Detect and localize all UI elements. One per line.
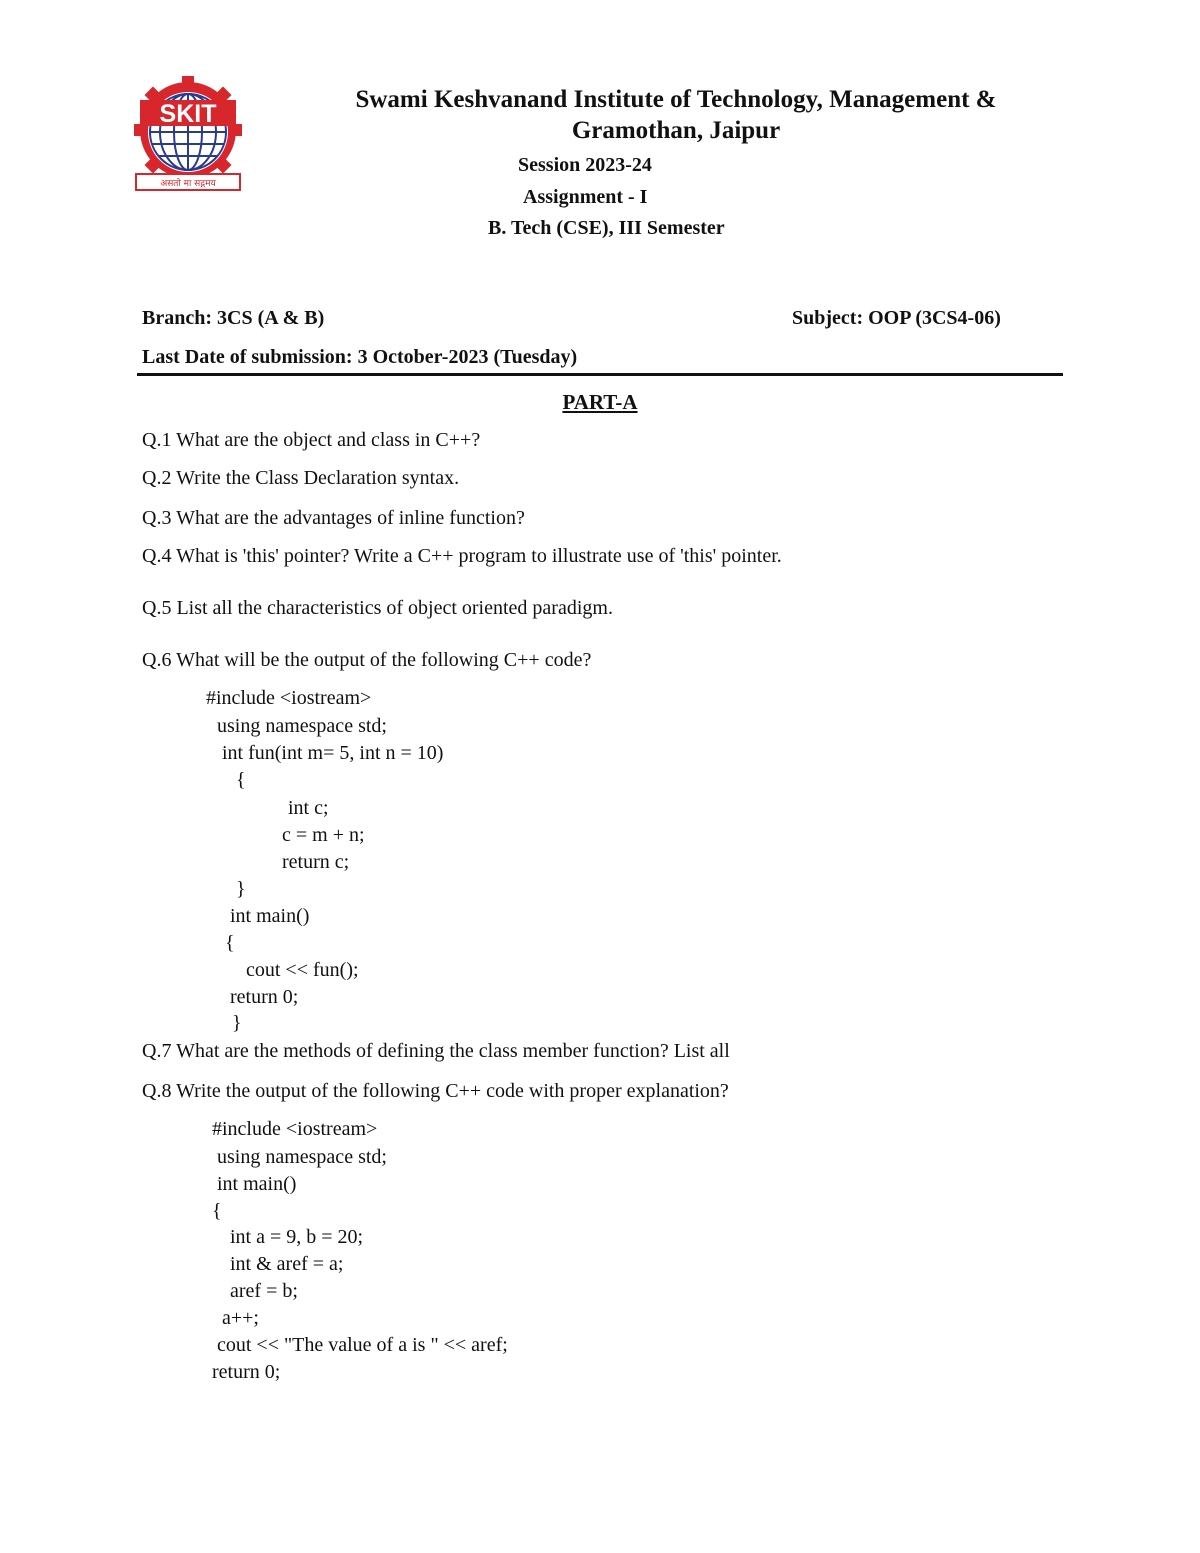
code-line: { [212,1200,222,1222]
code-line: return 0; [230,986,299,1008]
logo-text: SKIT [159,100,217,128]
code-line: int main() [217,1173,297,1195]
code-line: using namespace std; [217,715,387,737]
code-line: } [236,878,246,900]
question-7: Q.7 What are the methods of defining the class member function? List all [142,1040,730,1062]
code-line: #include <iostream> [206,687,372,709]
program-label: B. Tech (CSE), III Semester [488,217,725,239]
assignment-label: Assignment - I [523,186,648,208]
code-line: int & aref = a; [230,1253,344,1275]
code-line: cout << "The value of a is " << aref; [217,1334,508,1356]
code-line: using namespace std; [217,1146,387,1168]
logo-motto: असतो मा सद्गमय [160,179,216,189]
code-line: int a = 9, b = 20; [230,1226,364,1248]
code-line: c = m + n; [282,824,365,846]
code-line: a++; [222,1307,259,1329]
question-3: Q.3 What are the advantages of inline function? [142,507,525,529]
question-2: Q.2 Write the Class Declaration syntax. [142,467,460,489]
header-divider [137,373,1063,376]
code-line: aref = b; [230,1280,298,1302]
institute-name-line1: Swami Keshvanand Institute of Technology, Management & [355,86,997,113]
session-label: Session 2023-24 [518,154,652,176]
skit-gear-globe-logo-icon [132,74,244,194]
submission-date: Last Date of submission: 3 October-2023 (Tuesday) [142,346,578,368]
branch-label: Branch: 3CS (A & B) [142,307,325,329]
part-a-heading: PART-A [562,390,638,414]
code-line: int c; [288,797,329,819]
question-4: Q.4 What is 'this' pointer? Write a C++ program to illustrate use of 'this' pointer. [142,545,782,567]
code-line: return c; [282,851,350,873]
question-6: Q.6 What will be the output of the following C++ code? [142,649,592,671]
code-line: cout << fun(); [246,959,359,981]
code-line: int main() [230,905,310,927]
code-line: } [232,1012,242,1034]
code-line: { [225,932,235,954]
code-line: return 0; [212,1361,281,1383]
question-1: Q.1 What are the object and class in C++? [142,429,481,451]
institute-name-line2: Gramothan, Jaipur [571,117,781,144]
question-5: Q.5 List all the characteristics of object oriented paradigm. [142,597,613,619]
code-line: #include <iostream> [212,1118,378,1140]
subject-label: Subject: OOP (3CS4-06) [792,307,1001,329]
code-line: { [236,769,246,791]
institute-logo [132,74,244,194]
code-line: int fun(int m= 5, int n = 10) [222,742,444,764]
question-8: Q.8 Write the output of the following C++ code with proper explanation? [142,1080,729,1102]
